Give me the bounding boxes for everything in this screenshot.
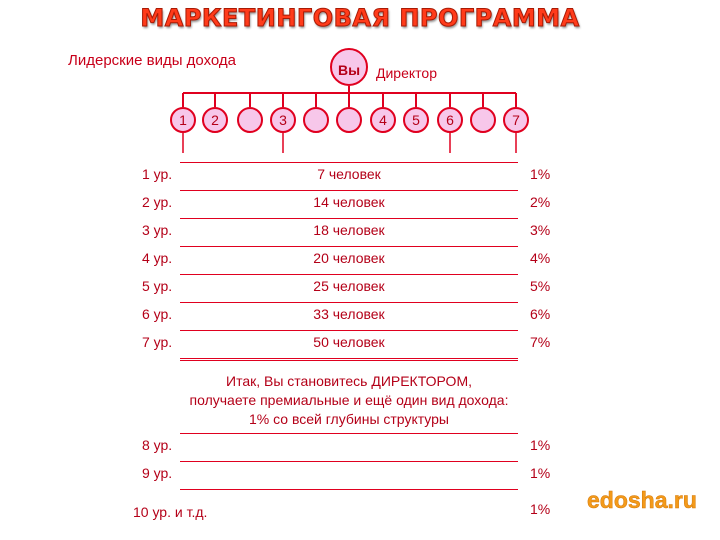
level-row	[0, 274, 720, 302]
level-count: 25 человек	[313, 278, 385, 294]
note	[140, 372, 558, 429]
tree-node: 7	[503, 107, 529, 133]
subtitle: Лидерские виды дохода	[68, 52, 237, 69]
level-row	[0, 190, 720, 218]
level-row	[0, 330, 720, 358]
divider-line	[180, 360, 518, 361]
tree-node	[470, 107, 496, 133]
level-percent: 4%	[530, 250, 551, 266]
note-line: получаете премиальные и ещё один вид дохода:	[189, 392, 509, 408]
level-label: 1 ур.	[142, 166, 173, 182]
level-percent: 3%	[530, 222, 551, 238]
level-percent: 2%	[530, 194, 551, 210]
brand-logo: edosha.ru	[587, 487, 697, 513]
page-title: МАРКЕТИНГОВАЯ ПРОГРАММА	[140, 4, 580, 32]
level-percent: 1%	[530, 465, 551, 481]
level-count: 33 человек	[313, 306, 385, 322]
divider-line	[180, 358, 518, 359]
level-percent: 1%	[530, 437, 551, 453]
tree-node	[303, 107, 329, 133]
level-row	[0, 246, 720, 274]
level-percent: 6%	[530, 306, 551, 322]
last-level-percent: 1%	[530, 501, 551, 517]
root-node: Вы	[330, 48, 368, 86]
level-row	[0, 162, 720, 190]
tree-node: 1	[170, 107, 196, 133]
tree-node: 2	[202, 107, 228, 133]
level-row	[0, 461, 720, 489]
level-row	[0, 433, 720, 461]
level-label: 6 ур.	[142, 306, 173, 322]
level-label: 4 ур.	[142, 250, 173, 266]
level-label: 9 ур.	[142, 465, 173, 481]
level-percent: 1%	[530, 166, 551, 182]
tree-node: 3	[270, 107, 296, 133]
root-role-label: Директор	[376, 65, 437, 81]
level-label: 5 ур.	[142, 278, 173, 294]
last-level-label: 10 ур. и т.д.	[133, 504, 208, 520]
level-count: 14 человек	[313, 194, 385, 210]
level-label: 7 ур.	[142, 334, 173, 350]
level-count: 20 человек	[313, 250, 385, 266]
tree-node: 6	[437, 107, 463, 133]
tree-node: 4	[370, 107, 396, 133]
note-line: 1% со всей глубины структуры	[249, 411, 449, 427]
tree-node	[237, 107, 263, 133]
divider-line	[180, 489, 518, 490]
level-count: 7 человек	[317, 166, 381, 182]
level-row	[0, 218, 720, 246]
tree-node	[336, 107, 362, 133]
level-count: 18 человек	[313, 222, 385, 238]
level-row	[0, 302, 720, 330]
note-line: Итак, Вы становитесь ДИРЕКТОРОМ,	[226, 373, 472, 389]
level-label: 3 ур.	[142, 222, 173, 238]
tree-node: 5	[403, 107, 429, 133]
level-label: 8 ур.	[142, 437, 173, 453]
level-label: 2 ур.	[142, 194, 173, 210]
level-count: 50 человек	[313, 334, 385, 350]
level-percent: 5%	[530, 278, 551, 294]
level-percent: 7%	[530, 334, 551, 350]
